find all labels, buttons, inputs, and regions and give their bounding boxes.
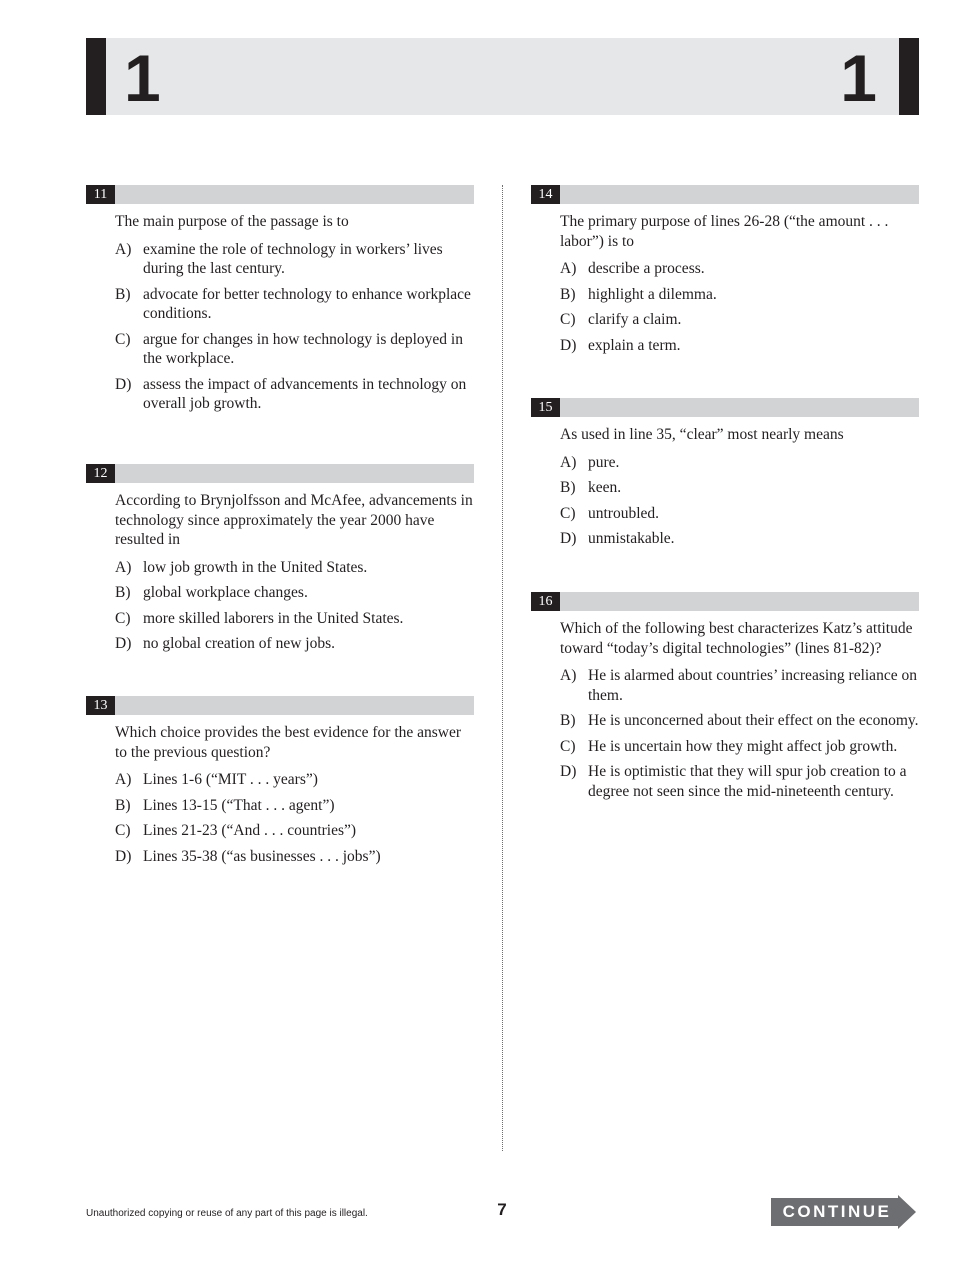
choice-text: unmistakable. (588, 530, 675, 547)
choice-text: explain a term. (588, 336, 681, 354)
continue-button[interactable] (771, 1195, 916, 1229)
choice-letter: D) (115, 847, 132, 865)
section-marker-right (899, 38, 919, 115)
answer-choice-a[interactable] (560, 666, 919, 705)
answer-choice-b[interactable] (560, 478, 919, 498)
choice-letter: D) (560, 763, 577, 780)
answer-choice-a[interactable] (115, 240, 474, 279)
choice-text: describe a process. (588, 260, 705, 277)
question-stem: Which choice provides the best evidence for the answer to the previous question? (115, 724, 462, 761)
choice-text: highlight a dilemma. (588, 285, 717, 303)
choice-text: pure. (588, 453, 620, 471)
column-divider (502, 185, 503, 1151)
section-number-right: 1 (840, 41, 877, 115)
question-header (531, 398, 919, 417)
choice-text: He is unconcerned about their effect on the economy. (588, 712, 919, 729)
choice-letter: D) (560, 530, 577, 547)
question-number: 14 (531, 185, 560, 204)
answer-choice-a[interactable] (560, 259, 919, 279)
answer-choices (560, 666, 919, 801)
answer-choice-b[interactable] (115, 583, 474, 603)
question-header (86, 696, 474, 715)
choice-letter: C) (115, 609, 131, 627)
answer-choice-d[interactable] (560, 762, 919, 801)
answer-choice-b[interactable] (115, 285, 474, 324)
choice-letter: C) (560, 311, 576, 328)
copyright-notice: Unauthorized copying or reuse of any part of this page is illegal. (86, 1208, 368, 1219)
choice-letter: B) (560, 285, 576, 303)
question-header (86, 185, 474, 204)
section-marker-left (86, 38, 106, 115)
choice-letter: D) (115, 375, 132, 393)
question-stem: According to Brynjolfsson and McAfee, advancements in technology since approximately the year 2000 have resulted in (115, 492, 473, 548)
question-header (531, 592, 919, 611)
choice-letter: A) (115, 771, 132, 788)
question-12 (86, 464, 474, 696)
choice-letter: A) (115, 558, 132, 576)
choice-letter: B) (115, 796, 131, 814)
choice-text: clarify a claim. (588, 311, 682, 328)
answer-choice-c[interactable] (560, 504, 919, 524)
question-stem: The main purpose of the passage is to (115, 213, 349, 230)
choice-letter: A) (560, 260, 577, 277)
choice-text: Lines 21-23 (“And . . . countries”) (143, 822, 357, 839)
choice-letter: A) (115, 240, 132, 258)
question-11 (86, 185, 474, 464)
choice-letter: C) (560, 737, 576, 755)
answer-choice-a[interactable] (115, 770, 474, 790)
answer-choice-b[interactable] (115, 796, 474, 816)
choice-letter: B) (560, 479, 576, 496)
answer-choice-c[interactable] (115, 330, 474, 369)
answer-choice-c[interactable] (560, 737, 919, 757)
choice-letter: C) (115, 330, 131, 348)
choice-text: He is optimistic that they will spur job creation to a degree not seen since the mid-nineteenth century. (588, 763, 907, 800)
choice-text: Lines 1-6 (“MIT . . . years”) (143, 771, 318, 788)
question-number: 12 (86, 464, 115, 483)
section-number-left: 1 (124, 41, 161, 115)
answer-choices (115, 240, 474, 414)
choice-text: advocate for better technology to enhance workplace conditions. (143, 285, 471, 322)
section-header-band (86, 38, 919, 115)
choice-text: untroubled. (588, 504, 660, 522)
choice-letter: C) (115, 822, 131, 839)
choice-letter: B) (115, 584, 131, 601)
choice-text: argue for changes in how technology is deployed in the workplace. (143, 330, 463, 367)
choice-text: keen. (588, 479, 622, 496)
choice-text: He is uncertain how they might affect job growth. (588, 737, 898, 755)
answer-choices (115, 770, 474, 866)
answer-choice-c[interactable] (115, 609, 474, 629)
answer-choices (115, 558, 474, 654)
question-stem: As used in line 35, “clear” most nearly means (560, 426, 844, 443)
answer-choices (560, 453, 919, 549)
choice-text: no global creation of new jobs. (143, 635, 335, 652)
question-header (531, 185, 919, 204)
answer-choice-d[interactable] (560, 336, 919, 356)
question-number: 16 (531, 592, 560, 611)
answer-choice-b[interactable] (560, 285, 919, 305)
choice-letter: A) (560, 667, 577, 684)
answer-choice-d[interactable] (115, 375, 474, 414)
answer-choice-c[interactable] (560, 310, 919, 330)
choice-text: assess the impact of advancements in technology on overall job growth. (143, 375, 467, 412)
question-15 (531, 398, 919, 592)
choice-letter: A) (560, 453, 577, 471)
choice-letter: B) (560, 712, 576, 729)
answer-choice-b[interactable] (560, 711, 919, 731)
answer-choice-d[interactable] (115, 634, 474, 654)
choice-letter: C) (560, 504, 576, 522)
answer-choices (560, 259, 919, 355)
question-header (86, 464, 474, 483)
left-column (86, 185, 474, 872)
question-14 (531, 185, 919, 398)
question-number: 11 (86, 185, 115, 204)
choice-text: Lines 35-38 (“as businesses . . . jobs”) (143, 847, 381, 865)
answer-choice-d[interactable] (560, 529, 919, 549)
choice-text: global workplace changes. (143, 584, 308, 601)
answer-choice-a[interactable] (115, 558, 474, 578)
answer-choice-a[interactable] (560, 453, 919, 473)
right-column (531, 185, 919, 807)
question-stem: Which of the following best characterizes Katz’s attitude toward “today’s digital technologies” (lines 81-82)? (560, 620, 913, 657)
question-13 (86, 696, 474, 866)
question-16 (531, 592, 919, 801)
question-stem: The primary purpose of lines 26-28 (“the amount . . . labor”) is to (560, 213, 889, 250)
choice-text: Lines 13-15 (“That . . . agent”) (143, 796, 335, 814)
choice-text: He is alarmed about countries’ increasing reliance on them. (588, 667, 917, 704)
continue-label: CONTINUE (782, 1202, 892, 1221)
page-number: 7 (497, 1200, 507, 1219)
answer-choice-d[interactable] (115, 847, 474, 867)
choice-text: examine the role of technology in workers’ lives during the last century. (143, 240, 443, 277)
choice-text: low job growth in the United States. (143, 558, 368, 576)
question-number: 13 (86, 696, 115, 715)
question-number: 15 (531, 398, 560, 417)
answer-choice-c[interactable] (115, 821, 474, 841)
choice-letter: D) (115, 635, 132, 652)
choice-text: more skilled laborers in the United States. (143, 609, 404, 627)
choice-letter: B) (115, 285, 131, 303)
choice-letter: D) (560, 336, 577, 354)
